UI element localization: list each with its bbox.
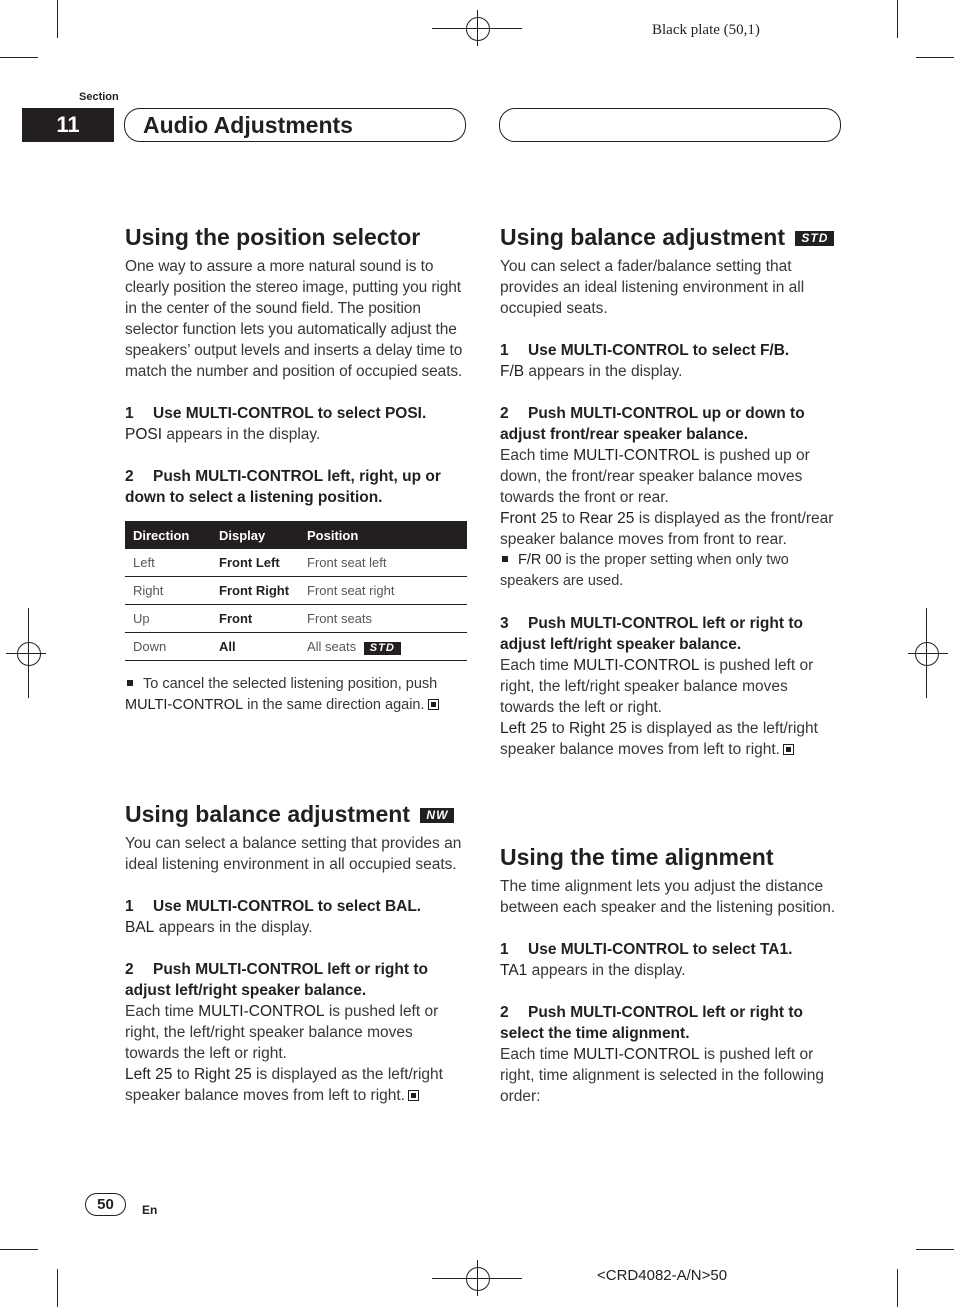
- table-cell: All seats STD: [299, 633, 467, 661]
- position-step-1: 1 Use MULTI-CONTROL to select POSI.: [125, 405, 427, 422]
- registration-mark: [915, 642, 939, 666]
- crop-mark: [0, 57, 38, 58]
- position-step-1-desc: POSI appears in the display.: [125, 426, 321, 443]
- table-cell: Front seat right: [299, 577, 467, 605]
- plate-label: Black plate (50,1): [652, 22, 760, 38]
- page-number: 50: [85, 1193, 126, 1216]
- table-cell: Up: [125, 605, 211, 633]
- balance-nw-range: Left 25 to Right 25 is displayed as the left/right speaker balance moves from left to right.: [125, 1066, 443, 1104]
- crop-mark: [897, 1269, 898, 1307]
- table-cell: Front Right: [211, 577, 299, 605]
- balance-std-step-3-desc: Each time MULTI-CONTROL is pushed left or right, the left/right speaker balance moves towards the left or right.: [500, 657, 814, 716]
- section-title: [124, 108, 466, 142]
- balance-std-step-1: 1 Use MULTI-CONTROL to select F/B.: [500, 342, 790, 359]
- table-header: Position: [299, 521, 467, 549]
- table-row: [125, 605, 467, 633]
- section-label: Section: [79, 91, 119, 103]
- crop-mark: [897, 0, 898, 38]
- table-cell: Front seat left: [299, 549, 467, 577]
- table-cell: Left: [125, 549, 211, 577]
- balance-nw-section: [125, 799, 467, 1106]
- time-alignment-heading: Using the time alignment: [500, 844, 774, 870]
- nw-badge: NW: [420, 808, 454, 823]
- crop-mark: [57, 0, 58, 38]
- crop-mark: [0, 1249, 38, 1250]
- section-title-text: Audio Adjustments: [143, 111, 353, 138]
- position-selector-heading: Using the position selector: [125, 224, 421, 250]
- balance-std-range-3: Left 25 to Right 25 is displayed as the left/right speaker balance moves from left to right.: [500, 720, 818, 758]
- position-table: [125, 521, 467, 661]
- crop-mark: [916, 57, 954, 58]
- balance-nw-intro: You can select a balance setting that provides an ideal listening environment in all occupied seats.: [125, 835, 462, 873]
- balance-std-section: [500, 222, 842, 760]
- position-cancel-note: To cancel the selected listening position, push MULTI-CONTROL in the same direction again.: [125, 676, 438, 713]
- table-cell: Front: [211, 605, 299, 633]
- document-code: <CRD4082-A/N>50: [597, 1267, 728, 1284]
- language-label: En: [142, 1203, 158, 1217]
- end-mark-icon: [408, 1090, 419, 1101]
- balance-nw-step-1: 1 Use MULTI-CONTROL to select BAL.: [125, 898, 422, 915]
- position-selector-intro: One way to assure a more natural sound is to clearly position the stereo image, putting you right in the center of the sound field. The position selector function lets you automatically adjust the speakers’ output levels and inserts a delay time to match the number and position of occupied seats.: [125, 258, 463, 380]
- std-badge: STD: [364, 642, 401, 655]
- balance-nw-heading: Using balance adjustment NW: [125, 799, 467, 829]
- time-alignment-step-1-desc: TA1 appears in the display.: [500, 962, 686, 979]
- table-row: [125, 633, 467, 661]
- time-alignment-intro: The time alignment lets you adjust the distance between each speaker and the listening position.: [500, 878, 836, 916]
- balance-nw-step-2: 2 Push MULTI-CONTROL left or right to adjust left/right speaker balance.: [125, 961, 428, 999]
- end-mark-icon: [783, 744, 794, 755]
- time-alignment-step-1: 1 Use MULTI-CONTROL to select TA1.: [500, 941, 793, 958]
- end-mark-icon: [428, 699, 439, 710]
- crop-mark: [57, 1269, 58, 1307]
- crop-mark: [916, 1249, 954, 1250]
- position-step-2: 2 Push MULTI-CONTROL left, right, up or down to select a listening position.: [125, 468, 441, 506]
- balance-std-note: F/R 00 is the proper setting when only two speakers are used.: [500, 552, 789, 589]
- bullet-icon: [127, 680, 133, 686]
- table-cell: Right: [125, 577, 211, 605]
- table-cell: Front Left: [211, 549, 299, 577]
- registration-mark: [466, 17, 490, 41]
- table-cell: Down: [125, 633, 211, 661]
- table-row: [125, 549, 467, 577]
- position-selector-section: [125, 222, 467, 716]
- table-cell: Front seats: [299, 605, 467, 633]
- balance-std-range: Front 25 to Rear 25 is displayed as the front/rear speaker balance moves from front to rear.: [500, 510, 834, 548]
- section-title-blank: [499, 108, 841, 142]
- table-header: Display: [211, 521, 299, 549]
- registration-mark: [17, 642, 41, 666]
- balance-std-intro: You can select a fader/balance setting that provides an ideal listening environment in all occupied seats.: [500, 258, 805, 317]
- time-alignment-section: [500, 842, 842, 1107]
- std-badge: STD: [795, 231, 834, 246]
- balance-nw-step-1-desc: BAL appears in the display.: [125, 919, 313, 936]
- bullet-icon: [502, 556, 508, 562]
- time-alignment-step-2-desc: Each time MULTI-CONTROL is pushed left or right, time alignment is selected in the following order:: [500, 1046, 824, 1105]
- balance-nw-step-2-desc: Each time MULTI-CONTROL is pushed left or right, the left/right speaker balance moves towards the left or right.: [125, 1003, 439, 1062]
- balance-std-step-1-desc: F/B appears in the display.: [500, 363, 683, 380]
- time-alignment-step-2: 2 Push MULTI-CONTROL left or right to select the time alignment.: [500, 1004, 803, 1042]
- balance-std-step-3: 3 Push MULTI-CONTROL left or right to adjust left/right speaker balance.: [500, 615, 803, 653]
- section-number: 11: [22, 108, 114, 142]
- table-header: Direction: [125, 521, 211, 549]
- registration-mark: [466, 1267, 490, 1291]
- balance-std-step-2: 2 Push MULTI-CONTROL up or down to adjust front/rear speaker balance.: [500, 405, 805, 443]
- table-cell: All: [211, 633, 299, 661]
- balance-std-heading: Using balance adjustment STD: [500, 222, 842, 252]
- balance-std-step-2-desc: Each time MULTI-CONTROL is pushed up or down, the front/rear speaker balance moves towards the front or rear.: [500, 447, 810, 506]
- table-header-row: [125, 521, 467, 549]
- table-row: [125, 577, 467, 605]
